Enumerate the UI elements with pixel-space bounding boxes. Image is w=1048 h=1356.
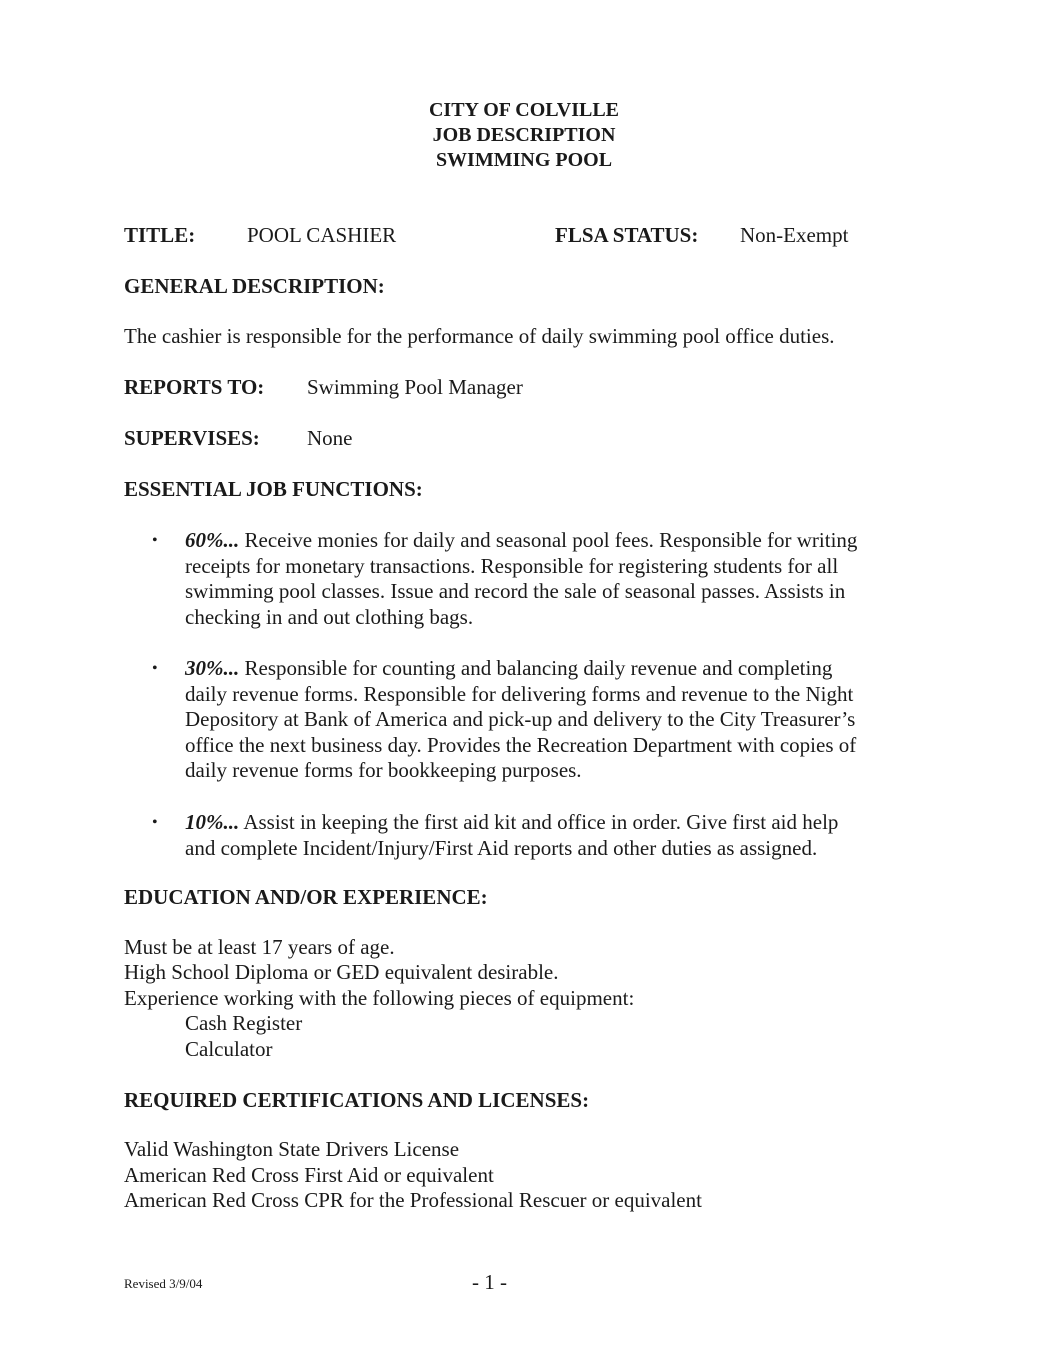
education-line: Must be at least 17 years of age. xyxy=(124,935,395,959)
function-item xyxy=(185,810,945,861)
header-department: SWIMMING POOL xyxy=(435,149,613,171)
title-value: POOL CASHIER xyxy=(247,223,397,247)
supervises-value: None xyxy=(307,426,353,450)
education-line: Experience working with the following pieces of equipment: xyxy=(124,986,635,1010)
header-doc-type: JOB DESCRIPTION xyxy=(432,124,616,146)
page-number: - 1 - xyxy=(472,1270,507,1294)
revised-date: Revised 3/9/04 xyxy=(124,1276,203,1291)
flsa-value: Non-Exempt xyxy=(740,223,849,247)
function-item xyxy=(185,656,945,784)
function-line: and complete Incident/Injury/First Aid reports and other duties as assigned. xyxy=(185,835,818,860)
reports-to-value: Swimming Pool Manager xyxy=(307,375,523,399)
certification-line: American Red Cross CPR for the Professional Rescuer or equivalent xyxy=(124,1188,702,1212)
bullet-icon: • xyxy=(152,532,158,549)
function-line: swimming pool classes. Issue and record the sale of seasonal passes. Assists in xyxy=(185,579,846,603)
education-heading: EDUCATION AND/OR EXPERIENCE: xyxy=(124,885,488,909)
general-description-heading: GENERAL DESCRIPTION: xyxy=(124,274,385,298)
header-city: CITY OF COLVILLE xyxy=(428,99,620,121)
essential-functions-heading: ESSENTIAL JOB FUNCTIONS: xyxy=(124,477,423,501)
supervises-label: SUPERVISES: xyxy=(124,426,260,450)
bullet-icon: • xyxy=(152,660,158,677)
function-line: Responsible for counting and balancing daily revenue and completing xyxy=(239,656,833,680)
function-line: daily revenue forms for bookkeeping purposes. xyxy=(185,758,582,782)
function-line: Depository at Bank of America and pick-up and delivery to the City Treasurer’s xyxy=(185,707,856,731)
function-line: Assist in keeping the first aid kit and office in order. Give first aid help xyxy=(239,810,839,834)
function-line: Receive monies for daily and seasonal pool fees. Responsible for writing xyxy=(239,528,858,552)
certification-line: American Red Cross First Aid or equivalent xyxy=(124,1163,494,1187)
bullet-icon: • xyxy=(152,814,158,831)
function-item xyxy=(185,528,945,630)
certification-line: Valid Washington State Drivers License xyxy=(124,1137,460,1161)
education-line: High School Diploma or GED equivalent desirable. xyxy=(124,960,559,984)
equipment-item: Cash Register xyxy=(185,1011,303,1035)
function-percentage: 60%... xyxy=(185,528,240,552)
flsa-label: FLSA STATUS: xyxy=(555,223,699,247)
function-line: receipts for monetary transactions. Responsible for registering students for all xyxy=(185,553,839,578)
function-percentage: 10%... xyxy=(185,810,240,834)
general-description-text: The cashier is responsible for the performance of daily swimming pool office duties. xyxy=(124,324,835,348)
certifications-heading: REQUIRED CERTIFICATIONS AND LICENSES: xyxy=(124,1088,590,1112)
reports-to-label: REPORTS TO: xyxy=(124,375,265,399)
function-percentage: 30%... xyxy=(185,656,240,680)
title-label: TITLE: xyxy=(124,223,196,247)
equipment-item: Calculator xyxy=(185,1037,273,1061)
function-line: daily revenue forms. Responsible for delivering forms and revenue to the Night xyxy=(185,681,854,706)
function-line: checking in and out clothing bags. xyxy=(185,604,474,629)
function-line: office the next business day. Provides the Recreation Department with copies of xyxy=(185,732,857,757)
